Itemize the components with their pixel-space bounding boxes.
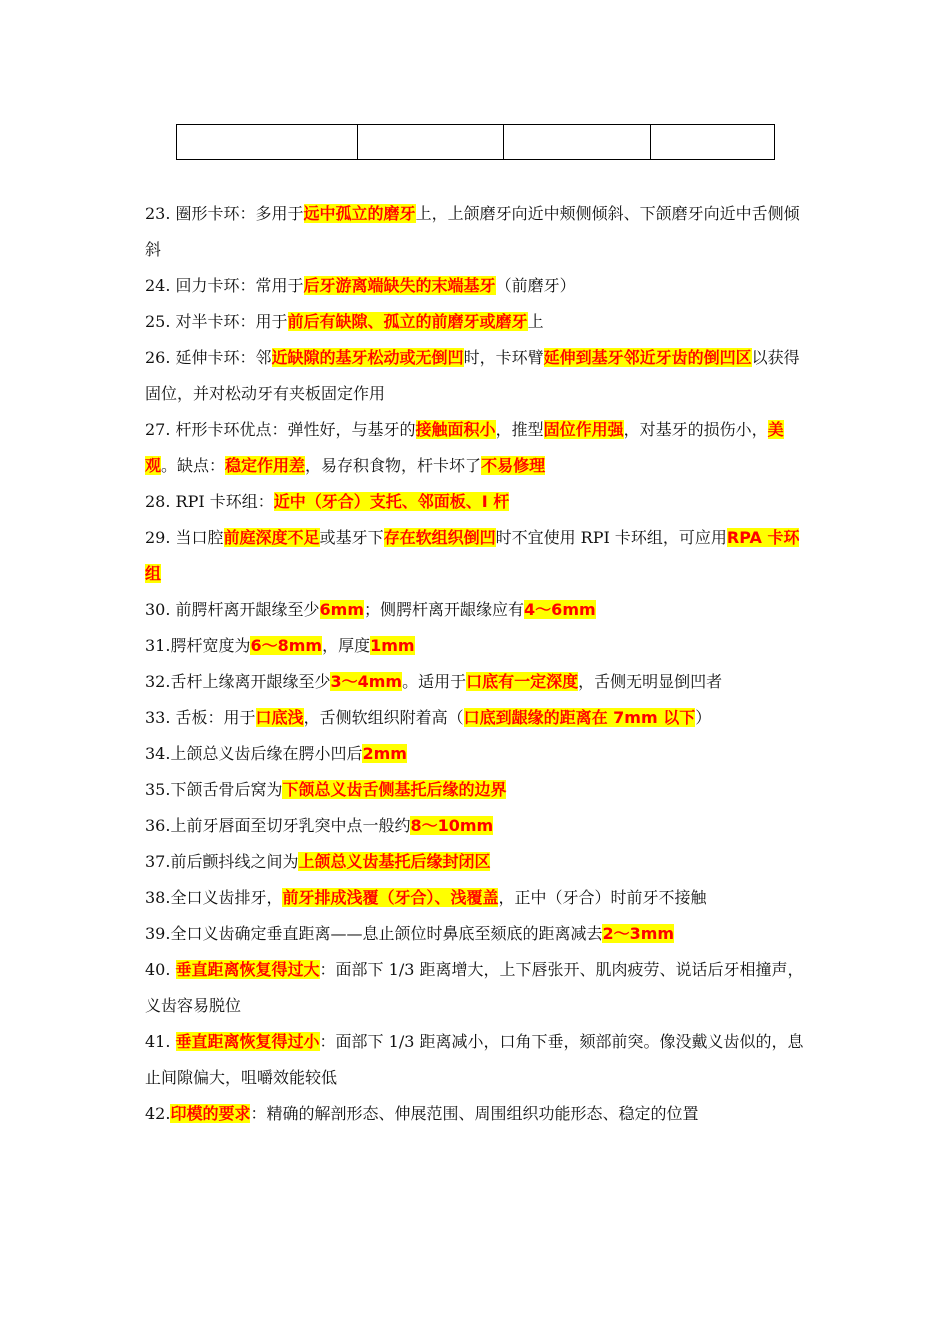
item-text: （前磨牙） <box>495 276 576 295</box>
item-text: 24. 回力卡环：常用于 <box>145 276 304 295</box>
highlighted-text: 前牙排成浅覆（牙合）、浅覆盖 <box>282 888 499 907</box>
item-text: 上 <box>527 312 544 331</box>
list-item <box>145 340 815 412</box>
item-text: ：精确的解剖形态、伸展范围、周围组织功能形态、稳定的位置 <box>250 1104 699 1123</box>
highlighted-text: 6mm <box>319 600 365 619</box>
list-item <box>145 916 815 952</box>
empty-table <box>176 124 775 160</box>
item-text: 32.舌杆上缘离开龈缘至少 <box>145 672 331 691</box>
highlighted-text: 6～8mm <box>250 636 323 655</box>
item-text: ，易存积食物，杆卡坏了 <box>305 456 482 475</box>
item-text: 37.前后颤抖线之间为 <box>145 852 299 871</box>
item-text: ，正中（牙合）时前牙不接触 <box>498 888 707 907</box>
highlighted-text: 美观 <box>145 420 784 475</box>
list-item <box>145 412 815 484</box>
list-item <box>145 880 815 916</box>
item-text: 31.腭杆宽度为 <box>145 636 251 655</box>
notes-list <box>145 196 815 1132</box>
highlighted-text: 接触面积小 <box>415 420 496 439</box>
item-text: 26. 延伸卡环：邻 <box>145 348 272 367</box>
item-text: 上，上颌磨牙向近中颊侧倾斜、下颌磨牙向近中舌侧倾斜 <box>145 204 800 259</box>
highlighted-text: 上颌总义齿基托后缘封闭区 <box>298 852 491 871</box>
item-text: 27. 杆形卡环优点：弹性好，与基牙的 <box>145 420 416 439</box>
item-text: 或基牙下 <box>319 528 384 547</box>
item-text: ，厚度 <box>322 636 371 655</box>
highlighted-text: 口底到龈缘的距离在 7mm 以下 <box>463 708 696 727</box>
item-text: 41. <box>145 1032 176 1051</box>
list-item <box>145 700 815 736</box>
highlighted-text: 延伸到基牙邻近牙齿的倒凹区 <box>543 348 752 367</box>
item-text: 42. <box>145 1104 171 1123</box>
highlighted-text: 2～3mm <box>602 924 675 943</box>
item-text: 29. 当口腔 <box>145 528 224 547</box>
item-text: ，推型 <box>495 420 544 439</box>
highlighted-text: RPA 卡环组 <box>145 528 800 583</box>
highlighted-text: 后牙游离端缺失的末端基牙 <box>303 276 496 295</box>
item-text: 25. 对半卡环：用于 <box>145 312 288 331</box>
item-text: ：面部下 1/3 距离增大，上下唇张开、肌肉疲劳、说话后牙相撞声，义齿容易脱位 <box>145 960 804 1015</box>
highlighted-text: 垂直距离恢复得过大 <box>175 960 320 979</box>
table-cell <box>177 125 358 160</box>
highlighted-text: 近中（牙合）支托、邻面板、I 杆 <box>273 492 510 511</box>
list-item <box>145 268 815 304</box>
item-text: ，舌侧软组织附着高（ <box>303 708 464 727</box>
list-item <box>145 1096 815 1132</box>
item-text: 时不宜使用 RPI 卡环组，可应用 <box>495 528 727 547</box>
item-text: 。适用于 <box>402 672 467 691</box>
highlighted-text: 8～10mm <box>410 816 494 835</box>
highlighted-text: 下颌总义齿舌侧基托后缘的边界 <box>282 780 507 799</box>
item-text: 。缺点： <box>161 456 226 475</box>
highlighted-text: 4～6mm <box>524 600 596 619</box>
table-cell <box>358 125 504 160</box>
list-item <box>145 808 815 844</box>
item-text: 39.全口义齿确定垂直距离——息止颌位时鼻底至颏底的距离减去 <box>145 924 603 943</box>
item-text: 23. 圈形卡环：多用于 <box>145 204 304 223</box>
item-text: ） <box>695 708 712 727</box>
list-item <box>145 1024 815 1096</box>
highlighted-text: 垂直距离恢复得过小 <box>175 1032 320 1051</box>
list-item <box>145 628 815 664</box>
list-item <box>145 664 815 700</box>
highlighted-text: 稳定作用差 <box>225 456 306 475</box>
highlighted-text: 口底浅 <box>255 708 304 727</box>
item-text: 36.上前牙唇面至切牙乳突中点一般约 <box>145 816 411 835</box>
list-item <box>145 772 815 808</box>
list-item <box>145 592 815 628</box>
highlighted-text: 1mm <box>370 636 415 655</box>
highlighted-text: 近缺隙的基牙松动或无倒凹 <box>271 348 464 367</box>
item-text: 40. <box>145 960 176 979</box>
item-text: 时，卡环臂 <box>463 348 544 367</box>
table-row <box>177 125 775 160</box>
item-text: 28. RPI 卡环组： <box>145 492 274 511</box>
highlighted-text: 印模的要求 <box>170 1104 251 1123</box>
highlighted-text: 前后有缺隙、孤立的前磨牙或磨牙 <box>287 312 528 331</box>
item-text: 以获得固位，并对松动牙有夹板固定作用 <box>145 348 800 403</box>
list-item <box>145 484 815 520</box>
item-text: 30. 前腭杆离开龈缘至少 <box>145 600 320 619</box>
item-text: ，对基牙的损伤小， <box>623 420 768 439</box>
item-text: ；侧腭杆离开龈缘应有 <box>364 600 525 619</box>
list-item <box>145 304 815 340</box>
list-item <box>145 844 815 880</box>
item-text: 34.上颌总义齿后缘在腭小凹后 <box>145 744 363 763</box>
item-text: 38.全口义齿排牙， <box>145 888 283 907</box>
list-item <box>145 736 815 772</box>
table-cell <box>651 125 775 160</box>
table-cell <box>504 125 651 160</box>
item-text: 33. 舌板：用于 <box>145 708 256 727</box>
highlighted-text: 固位作用强 <box>543 420 624 439</box>
highlighted-text: 3～4mm <box>330 672 403 691</box>
list-item <box>145 952 815 1024</box>
highlighted-text: 2mm <box>362 744 407 763</box>
list-item <box>145 520 815 592</box>
list-item <box>145 196 815 268</box>
highlighted-text: 存在软组织倒凹 <box>383 528 496 547</box>
highlighted-text: 不易修理 <box>481 456 546 475</box>
highlighted-text: 远中孤立的磨牙 <box>303 204 416 223</box>
item-text: 35.下颌舌骨后窝为 <box>145 780 283 799</box>
item-text: ，舌侧无明显倒凹者 <box>578 672 723 691</box>
highlighted-text: 前庭深度不足 <box>223 528 320 547</box>
item-text: ：面部下 1/3 距离减小，口角下垂，颏部前突。像没戴义齿似的，息止间隙偏大，咀嚼效能较低 <box>145 1032 804 1087</box>
highlighted-text: 口底有一定深度 <box>466 672 579 691</box>
